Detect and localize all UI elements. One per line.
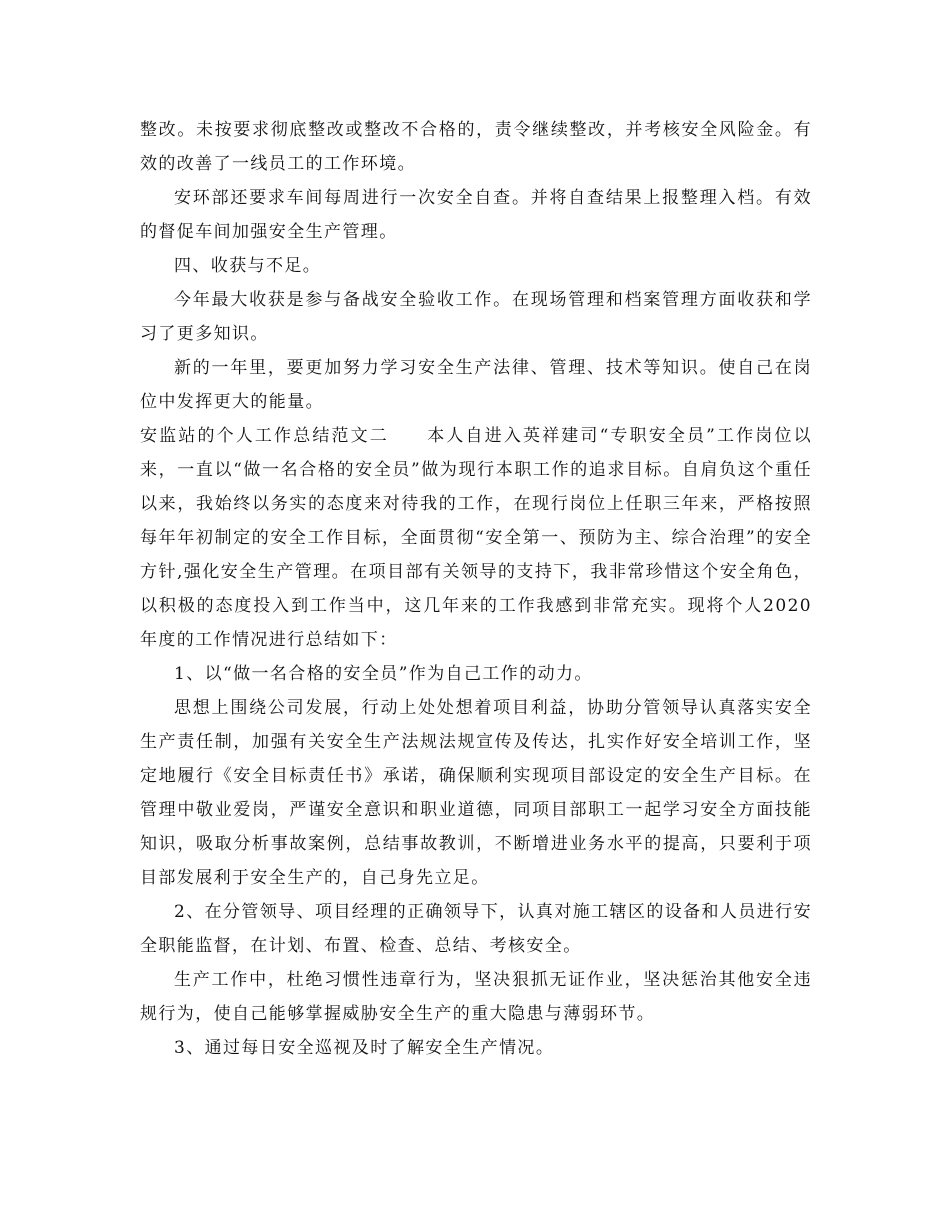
paragraph-gains: 今年最大收获是参与备战安全验收工作。在现场管理和档案管理方面收获和学习了更多知识。 [140,290,812,344]
section-heading-gains: 四、收获与不足。 [174,256,322,276]
section-heading-1: 1、以“做一名合格的安全员”作为自己工作的动力。 [174,664,593,684]
paragraph-thinking: 思想上围绕公司发展，行动上处处想着项目利益，协助分管领导认真落实安全生产责任制，加强有关安全生产法规法规宣传及传达，扎实作好安全培训工作，坚定地履行《安全目标责任书》承诺，确保顺利实现项目部设定的安全生产目标。在管理中敬业爱岗，严谨安全意识和职业道德，同项目部职工一起学习安全方面技能知识，吸取分析事故案例，总结事故教训，不断增进业务水平的提高，只要利于项目部发展利于安全生产的，自己身先立足。 [140,698,812,888]
section-heading-2: 2、在分管领导、项目经理的正确领导下，认真对施工辖区的设备和人员进行安全职能监督，在计划、布置、检查、总结、考核安全。 [140,902,812,956]
section-heading-3: 3、通过每日安全巡视及时了解安全生产情况。 [174,1038,555,1058]
paragraph-continuation: 整改。未按要求彻底整改或整改不合格的，责令继续整改，并考核安全风险金。有效的改善了一线员工的工作环境。 [140,120,812,174]
paragraph-new-year: 新的一年里，要更加努力学习安全生产法律、管理、技术等知识。使自己在岗位中发挥更大的能量。 [140,358,812,412]
paragraph-production: 生产工作中，杜绝习惯性违章行为，坚决狠抓无证作业，坚决惩治其他安全违规行为，使自己能够掌握威胁安全生产的重大隐患与薄弱环节。 [140,970,812,1024]
document-body [140,113,812,1065]
paragraph-sample-two: 安监站的个人工作总结范文二 本人自进入英祥建司“专职安全员”工作岗位以来，一直以“做一名合格的安全员”做为现行本职工作的追求目标。自肩负这个重任以来，我始终以务实的态度来对待我的工作，在现行岗位上任职三年来，严格按照每年年初制定的安全工作目标，全面贯彻“安全第一、预防为主、综合治理”的安全方针,强化安全生产管理。在项目部有关领导的支持下，我非常珍惜这个安全角色，以积极的态度投入到工作当中，这几年来的工作我感到非常充实。现将个人2020年度的工作情况进行总结如下： [140,426,812,650]
paragraph-self-check: 安环部还要求车间每周进行一次安全自查。并将自查结果上报整理入档。有效的督促车间加强安全生产管理。 [140,188,812,242]
